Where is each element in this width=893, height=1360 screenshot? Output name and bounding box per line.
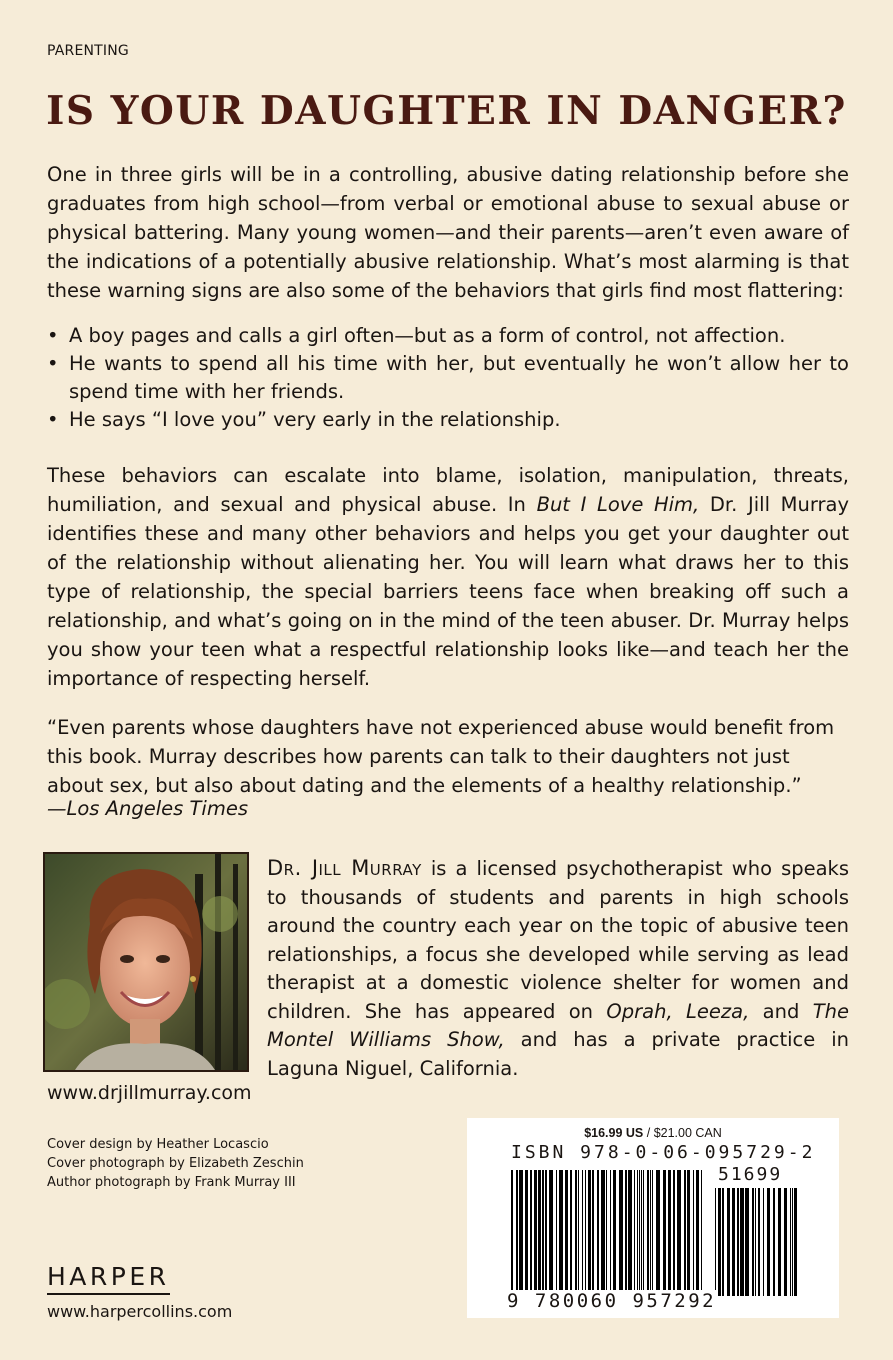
publisher-logo bbox=[47, 1262, 170, 1295]
main-barcode-bars bbox=[511, 1170, 702, 1298]
barcode-bar bbox=[752, 1188, 754, 1296]
barcode-bar bbox=[792, 1188, 793, 1296]
barcode-bar bbox=[592, 1170, 594, 1298]
barcode-bar bbox=[701, 1170, 702, 1298]
barcode-bar bbox=[673, 1170, 675, 1298]
barcode-bar bbox=[628, 1170, 632, 1298]
barcode-bar bbox=[549, 1170, 553, 1298]
barcode-bar bbox=[585, 1170, 586, 1298]
barcode-bar bbox=[588, 1170, 591, 1298]
list-item: • A boy pages and calls a girl often—but as a form of control, not affection. bbox=[47, 322, 849, 350]
barcode-bar bbox=[715, 1188, 716, 1296]
barcode-bar bbox=[575, 1170, 577, 1298]
barcode-digits: 9 780060 957292 bbox=[507, 1290, 717, 1312]
barcode-bar bbox=[610, 1170, 611, 1298]
author-bio bbox=[267, 854, 849, 1083]
barcode-bar bbox=[516, 1170, 518, 1298]
book-title: But I Love Him, bbox=[536, 493, 700, 516]
barcode-bar bbox=[534, 1170, 537, 1298]
intro-paragraph: One in three girls will be in a controlling, abusive dating relationship before she graduates from high school—from verbal or emotional abuse to sexual abuse or physical battering. Many young women—and their parents—aren’t even aware of the indications of a potentially abusive relationship. What’s most alarming is that these warning signs are also some of the behaviors that girls find most flattering: bbox=[47, 163, 849, 302]
publisher-name: HARPER bbox=[47, 1262, 170, 1295]
barcode-bar bbox=[718, 1188, 721, 1296]
category-label: PARENTING bbox=[47, 43, 129, 59]
barcode-bar bbox=[634, 1170, 635, 1298]
quote-source: —Los Angeles Times bbox=[47, 797, 248, 820]
barcode-bar bbox=[559, 1170, 563, 1298]
barcode-bar bbox=[597, 1170, 599, 1298]
barcode-bar bbox=[784, 1188, 787, 1296]
barcode-panel bbox=[467, 1118, 839, 1318]
credit-line: Cover design by Heather Locascio bbox=[47, 1137, 269, 1152]
show-names: Oprah, Leeza, bbox=[606, 999, 750, 1023]
barcode-bar bbox=[668, 1170, 671, 1298]
barcode-bar bbox=[755, 1188, 756, 1296]
barcode-bar bbox=[530, 1170, 532, 1298]
barcode-bar bbox=[556, 1170, 557, 1298]
barcode-bar bbox=[641, 1170, 642, 1298]
barcode-bar bbox=[542, 1170, 544, 1298]
barcode-bar bbox=[639, 1170, 640, 1298]
list-item: • He says “I love you” very early in the relationship. bbox=[47, 406, 849, 434]
barcode-bar bbox=[511, 1170, 513, 1298]
publisher-website: www.harpercollins.com bbox=[47, 1302, 233, 1321]
bio-text: is a licensed psychotherapist who speaks to thousands of students and parents in high schools around the country each year on the topic of abusive teen relationships, a focus she developed while serving as lead therapist at a domestic violence shelter for women and children. She has appeared on bbox=[267, 857, 850, 1023]
barcode-bar bbox=[619, 1170, 623, 1298]
barcode-bar bbox=[582, 1170, 583, 1298]
barcode-bar bbox=[693, 1170, 694, 1298]
isbn-label: ISBN 978-0-06-095729-2 bbox=[511, 1142, 816, 1163]
barcode-bar bbox=[778, 1188, 781, 1296]
barcode-bar bbox=[687, 1170, 690, 1298]
barcode-bar bbox=[650, 1170, 651, 1298]
barcode-bar bbox=[794, 1188, 797, 1296]
barcode-bar bbox=[538, 1170, 541, 1298]
bio-text: and bbox=[749, 999, 813, 1023]
barcode-bar bbox=[722, 1188, 724, 1296]
barcode-bar bbox=[625, 1170, 627, 1298]
barcode-bar bbox=[570, 1170, 572, 1298]
barcode-bar bbox=[790, 1188, 791, 1296]
bio-text: and has a private practice in Laguna Niguel, California. bbox=[267, 1028, 849, 1080]
barcode-bar bbox=[545, 1170, 547, 1298]
barcode-bar bbox=[525, 1170, 528, 1298]
barcode-bar bbox=[601, 1170, 605, 1298]
price-can: / $21.00 CAN bbox=[643, 1126, 722, 1140]
barcode-bar bbox=[684, 1170, 686, 1298]
barcode-bar bbox=[773, 1188, 775, 1296]
barcode-bar bbox=[767, 1188, 770, 1296]
barcode-bar bbox=[758, 1188, 760, 1296]
warning-signs-list bbox=[47, 322, 849, 434]
barcode-bar bbox=[643, 1170, 644, 1298]
credit-line: Cover photograph by Elizabeth Zeschin bbox=[47, 1156, 304, 1171]
barcode-bar bbox=[745, 1188, 749, 1296]
barcode-bar bbox=[578, 1170, 579, 1298]
description-text: Dr. Jill Murray identifies these and many other behaviors and helps you get your daughter out of the relationship without alienating her. You will learn what draws her to this type of relationship, the special barriers teens face when breaking off such a relationship, and what’s going on in the mind of the teen abuser. Dr. Murray helps you show your teen what a respectful relationship looks like—and teach her the importance of respecting herself. bbox=[47, 493, 850, 690]
barcode-bar bbox=[565, 1170, 568, 1298]
barcode-bar bbox=[763, 1188, 764, 1296]
author-photo bbox=[43, 852, 249, 1072]
review-quote: “Even parents whose daughters have not experienced abuse would benefit from this book. Murray describes how parents can talk to their daughters not just about sex, but also about dating and the elements of a healthy relationship.” bbox=[47, 716, 835, 797]
barcode-bar bbox=[656, 1170, 660, 1298]
author-portrait-image bbox=[45, 854, 247, 1070]
list-item: • He wants to spend all his time with her, but eventually he won’t allow her to spend time with her friends. bbox=[47, 350, 849, 406]
price-addon-code: 51699 bbox=[718, 1164, 783, 1185]
barcode-bar bbox=[647, 1170, 649, 1298]
barcode-bar bbox=[652, 1170, 653, 1298]
barcode-image bbox=[467, 1118, 839, 1318]
barcode-bar bbox=[606, 1170, 607, 1298]
credit-line: Author photograph by Frank Murray III bbox=[47, 1175, 296, 1190]
barcode-bar bbox=[613, 1170, 616, 1298]
author-name: Dr. Jill Murray bbox=[267, 856, 422, 880]
headline: IS YOUR DAUGHTER IN DANGER? bbox=[46, 88, 847, 134]
barcode-bar bbox=[696, 1170, 699, 1298]
barcode-bar bbox=[737, 1188, 739, 1296]
barcode-bar bbox=[727, 1188, 730, 1296]
addon-barcode-bars bbox=[715, 1188, 797, 1296]
barcode-bar bbox=[740, 1188, 744, 1296]
description-text: These behaviors can escalate into blame, isolation, manipulation, threats, humiliation, and sexual and physical abuse. In bbox=[47, 464, 849, 516]
description-paragraph bbox=[47, 461, 849, 693]
barcode-bar bbox=[519, 1170, 523, 1298]
author-website: www.drjillmurray.com bbox=[47, 1082, 252, 1104]
barcode-bar bbox=[663, 1170, 666, 1298]
credits bbox=[47, 1135, 304, 1192]
show-name: The Montel Williams Show, bbox=[267, 999, 849, 1051]
barcode-bar bbox=[732, 1188, 735, 1296]
barcode-bar bbox=[677, 1170, 681, 1298]
barcode-bar bbox=[637, 1170, 638, 1298]
price-us: $16.99 US bbox=[584, 1126, 644, 1140]
